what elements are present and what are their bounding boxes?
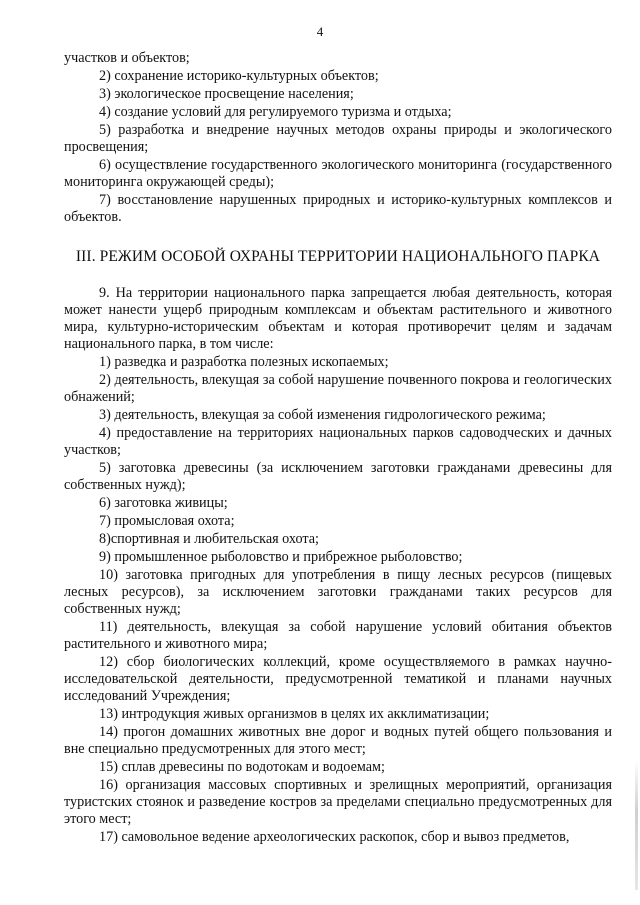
list-item: 14) прогон домашних животных вне дорог и водных путей общего пользования и вне специально предусмотренных для этого мест;: [64, 724, 612, 758]
list-item: 17) самовольное ведение археологических раскопок, сбор и вывоз предметов,: [99, 829, 570, 846]
document-body: [64, 50, 612, 847]
list-item: 1) разведка и разработка полезных ископаемых;: [99, 353, 389, 370]
list-item: 6) заготовка живицы;: [99, 495, 228, 512]
list-item: 8)спортивная и любительская охота;: [99, 531, 319, 548]
list-item: 7) восстановление нарушенных природных и историко-культурных комплексов и объектов.: [64, 192, 612, 226]
list-item: 9) промышленное рыболовство и прибрежное рыболовство;: [99, 549, 463, 566]
list-item: 3) экологическое просвещение населения;: [99, 86, 354, 103]
list-item: 3) деятельность, влекущая за собой изменения гидрологического режима;: [99, 407, 546, 423]
list-item: участков и объектов;: [64, 50, 190, 66]
page-number: 4: [316, 24, 324, 39]
list-item: 10) заготовка пригодных для употребления в пищу лесных ресурсов (пищевых лесных ресурсов), за исключением заготовки гражданами таких ресурсов для собственных нужд;: [64, 567, 612, 618]
list-item: 16) организация массовых спортивных и зрелищных мероприятий, организация туристских стоянок и разведение костров за пределами специально предусмотренных для этого мест;: [64, 777, 612, 828]
list-item: 5) заготовка древесины (за исключением заготовки гражданами древесины для собственных нужд);: [64, 460, 612, 493]
section-heading: III. РЕЖИМ ОСОБОЙ ОХРАНЫ ТЕРРИТОРИИ НАЦИОНАЛЬНОГО ПАРКА: [75, 248, 601, 266]
list-item: 15) сплав древесины по водотокам и водоемам;: [99, 759, 385, 776]
list-item: 2) сохранение историко-культурных объектов;: [99, 68, 379, 85]
list-item: 2) деятельность, влекущая за собой нарушение почвенного покрова и геологических обнажений;: [64, 372, 612, 405]
scan-edge-mark: [635, 760, 638, 890]
paragraph-intro: 9. На территории национального парка запрещается любая деятельность, которая может нанести ущерб природным комплексам и объектам растительного и животного мира, культурно-историческим объектам и которая противоречит целям и задачам национального парка, в том числе:: [64, 285, 612, 352]
list-item: 4) создание условий для регулируемого туризма и отдыха;: [99, 104, 452, 121]
list-item: 7) промысловая охота;: [99, 513, 235, 530]
list-item: 5) разработка и внедрение научных методов охраны природы и экологического просвещения;: [64, 122, 612, 156]
list-item: 12) сбор биологических коллекций, кроме осуществляемого в рамках научно-исследовательской деятельности, предусмотренной тематикой и планами научных исследований Учреждения;: [64, 654, 612, 705]
list-item: 4) предоставление на территориях национальных парков садоводческих и дачных участков;: [64, 425, 612, 458]
list-item: 13) интродукция живых организмов в целях их акклиматизации;: [99, 706, 490, 723]
list-item: 6) осуществление государственного экологического мониторинга (государственного мониторинга окружающей среды);: [64, 157, 612, 191]
list-item: 11) деятельность, влекущая за собой нарушение условий обитания объектов растительного и животного мира;: [64, 619, 612, 653]
